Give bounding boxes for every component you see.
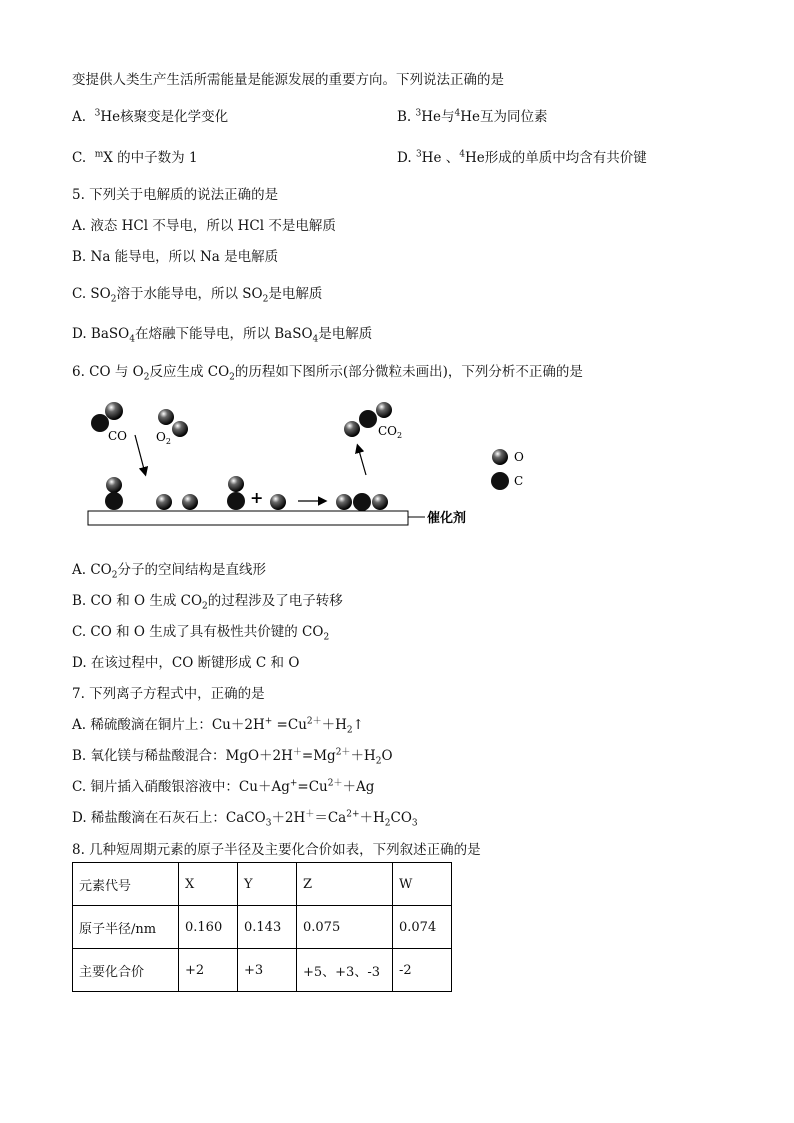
subscript: 2 (375, 756, 382, 767)
arrow-down (135, 435, 145, 473)
superscript: 2＋ (335, 747, 351, 758)
table-cell: 0.160 (179, 906, 238, 949)
option-text: ＋H (321, 717, 347, 733)
q4-option-b[interactable] (397, 105, 548, 125)
subscript: 2 (143, 372, 150, 383)
subscript: 4 (129, 334, 135, 345)
q5-stem: 5. 下列关于电解质的说法正确的是 (72, 187, 279, 203)
option-text: A. 稀硫酸滴在铜片上：Cu＋2H (72, 717, 265, 733)
option-text: B. CO 和 O 生成 CO (72, 593, 203, 609)
table-cell: 0.143 (238, 906, 297, 949)
table-cell: -2 (393, 949, 452, 992)
option-text: ＋H (359, 810, 385, 826)
subscript: 2 (384, 818, 391, 829)
q5-option-d[interactable] (72, 322, 372, 345)
option-text: 溶于水能导电，所以 SO (116, 286, 263, 302)
superscript: + (264, 716, 273, 727)
table-cell: Z (297, 863, 393, 906)
stem-text: 反应生成 CO (149, 364, 230, 380)
q4-option-d[interactable] (397, 146, 647, 166)
adsorbed-co2 (336, 493, 388, 511)
option-letter: A. (72, 109, 87, 125)
superscript: 2＋ (306, 716, 322, 727)
subscript: 2 (111, 570, 118, 581)
plus-sign: + (250, 488, 264, 507)
catalyst-surface (88, 511, 408, 525)
co-molecule (91, 402, 123, 432)
co2-label: $CO_2$ (378, 424, 403, 440)
option-text: O (381, 748, 393, 764)
legend-c-ball (491, 472, 509, 490)
option-text: ＋H (350, 748, 376, 764)
subscript: 2 (110, 294, 117, 305)
option-text: 是电解质 (318, 326, 373, 342)
option-text: He核聚变是化学变化 (100, 109, 229, 125)
table-cell: 原子半径/nm (73, 906, 179, 949)
stem-text: 的历程如下图所示(部分微粒未画出)，下列分析不正确的是 (234, 364, 583, 380)
option-text: 分子的空间结构是直线形 (117, 562, 266, 578)
option-text: D. 稀盐酸滴在石灰石上：CaCO (72, 810, 266, 826)
table-cell: Y (238, 863, 297, 906)
q7-stem: 7. 下列离子方程式中，正确的是 (72, 686, 265, 702)
option-text: 的过程涉及了电子转移 (207, 593, 343, 609)
table-cell: +2 (179, 949, 238, 992)
q4-option-a[interactable] (72, 105, 228, 125)
option-text: B. 氧化镁与稀盐酸混合：MgO＋2H (72, 748, 293, 764)
option-text: He 、 (421, 150, 460, 166)
superscript: 3 (415, 108, 422, 119)
option-text: X 的中子数为 1 (103, 150, 198, 166)
option-text: A. CO (72, 562, 112, 578)
option-text: ＝Ca (314, 810, 347, 826)
q6-option-c[interactable] (72, 620, 329, 643)
adsorbed-o (270, 494, 286, 510)
table-row (73, 949, 452, 992)
option-text: He互为同位素 (460, 109, 548, 125)
co-label: CO (108, 429, 128, 443)
subscript: 2 (346, 725, 353, 736)
option-text: =Mg (301, 748, 336, 764)
table-cell: 0.074 (393, 906, 452, 949)
option-text: He形成的单质中均含有共价键 (464, 150, 647, 166)
q7-option-a[interactable] (72, 713, 364, 736)
q6-option-a[interactable] (72, 558, 266, 581)
option-text: =Cu (272, 717, 307, 733)
adsorbed-co-2 (227, 476, 245, 510)
option-text: 在熔融下能导电，所以 BaSO (134, 326, 313, 342)
q8-stem: 8. 几种短周期元素的原子半径及主要化合价如表，下列叙述正确的是 (72, 842, 481, 858)
superscript: 3 (94, 108, 101, 119)
table-row (73, 906, 452, 949)
option-letter: B. (397, 109, 412, 125)
table-cell: 元素代号 (73, 863, 179, 906)
table-cell: W (393, 863, 452, 906)
q4-option-c[interactable] (72, 146, 198, 166)
table-row (73, 863, 452, 906)
superscript: 3 (415, 149, 422, 160)
q5-option-c[interactable] (72, 282, 322, 305)
o2-label: $O_2$ (156, 430, 171, 446)
option-text: He与 (421, 109, 455, 125)
adsorbed-co (105, 477, 123, 510)
subscript: 2 (202, 601, 208, 612)
table-cell: +5、+3、-3 (297, 949, 393, 992)
q6-option-d[interactable]: D. 在该过程中，CO 断键形成 C 和 O (72, 655, 300, 671)
superscript: 2＋ (327, 778, 343, 789)
adsorbed-o-atoms (156, 494, 198, 510)
subscript: 4 (312, 334, 319, 345)
legend-o-ball (492, 449, 508, 465)
option-text: CO (390, 810, 412, 826)
table-cell: 主要化合价 (73, 949, 179, 992)
superscript: 4 (454, 108, 461, 119)
superscript: ＋ (305, 809, 315, 820)
subscript: 2 (262, 294, 269, 305)
table-cell: X (179, 863, 238, 906)
stem-text: 6. CO 与 O (72, 364, 144, 380)
table-cell: 0.075 (297, 906, 393, 949)
q7-option-d[interactable] (72, 806, 418, 829)
q7-option-b[interactable] (72, 744, 393, 767)
element-table (72, 862, 452, 992)
option-text: ↑ (352, 717, 364, 733)
q5-option-b[interactable]: B. Na 能导电，所以 Na 是电解质 (72, 249, 279, 265)
option-text: ＋2H (271, 810, 306, 826)
option-text: C. SO (72, 286, 111, 302)
q5-option-a[interactable]: A. 液态 HCl 不导电，所以 HCl 不是电解质 (72, 218, 336, 234)
superscript: + (289, 778, 298, 789)
option-text: C. CO 和 O 生成了具有极性共价键的 CO (72, 624, 324, 640)
superscript: m (94, 149, 104, 160)
subscript: 2 (229, 372, 235, 383)
subscript: 3 (411, 818, 418, 829)
table-cell: +3 (238, 949, 297, 992)
arrow-up (358, 447, 366, 475)
option-letter: D. (397, 150, 412, 166)
legend-o-label: O (514, 450, 524, 464)
catalyst-label: 催化剂 (427, 510, 467, 525)
option-text: C. 铜片插入硝酸银溶液中：Cu＋Ag (72, 779, 290, 795)
legend-c-label: C (514, 474, 524, 488)
subscript: 2 (323, 632, 330, 643)
superscript: 2+ (346, 809, 360, 820)
superscript: 4 (459, 149, 465, 160)
option-text: 是电解质 (268, 286, 323, 302)
q6-option-b[interactable] (72, 589, 343, 612)
option-text: D. BaSO (72, 326, 130, 342)
reaction-diagram (80, 395, 540, 535)
q6-stem (72, 360, 583, 383)
subscript: 3 (265, 818, 272, 829)
intro-text: 变提供人类生产生活所需能量是能源发展的重要方向。下列说法正确的是 (72, 72, 504, 88)
superscript: ＋ (292, 747, 302, 758)
option-letter: C. (72, 150, 87, 166)
option-text: =Cu (297, 779, 328, 795)
option-text: ＋Ag (342, 779, 375, 795)
q7-option-c[interactable] (72, 775, 374, 795)
